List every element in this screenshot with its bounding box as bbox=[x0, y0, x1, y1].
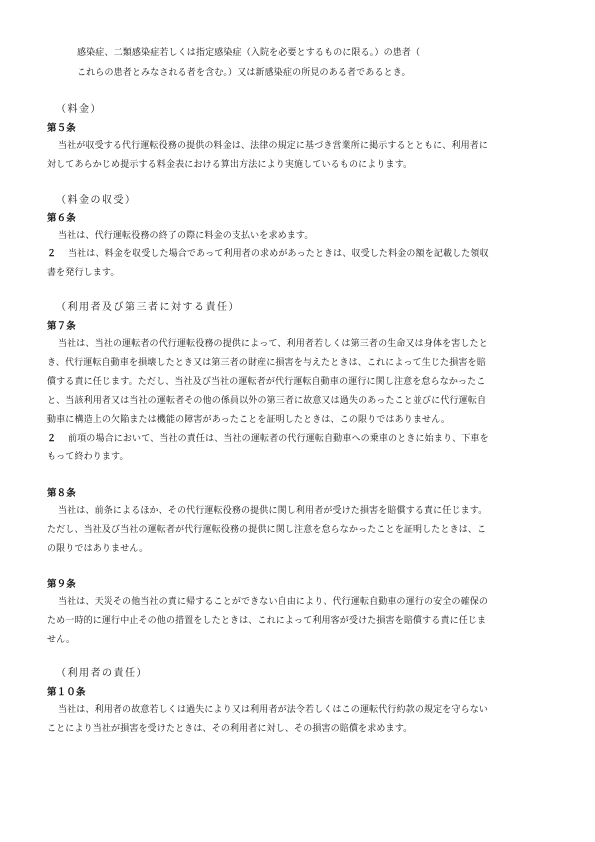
article-10-title: 第１０条 bbox=[47, 687, 86, 698]
article-9-line-2: ため一時的に運行中止その他の措置をしたときは、これによって利用客が受けた損害を賠償する責に任じま bbox=[47, 616, 487, 626]
article-10-line-2: ことにより当社が損害を受けたときは、その利用者に対し、その損害の賠償を求めます。 bbox=[47, 724, 413, 734]
article-6-para-2-number: ２ bbox=[47, 249, 57, 259]
article-8-line-1: 当社は、前条によるほか、その代行運転役務の提供に関し利用者が受けた損害を賠償する責に任じます。 bbox=[58, 506, 488, 516]
article-7-line-2: き、代行運転自動車を損壊したとき又は第三者の財産に損害を与えたときは、これによって生じた損害を賠 bbox=[47, 358, 486, 368]
article-8-line-2: ただし、当社及び当社の運転者が代行運転役務の提供に関し注意を怠らなかったことを証明したときは、こ bbox=[47, 525, 487, 535]
article-7-line-1: 当社は、当社の運転者の代行運転役務の提供によって、利用者若しくは第三者の生命又は身体を害したと bbox=[58, 339, 488, 349]
article-7-title: 第７条 bbox=[47, 321, 76, 332]
article-8-line-3: の限りではありません。 bbox=[47, 544, 149, 554]
article-9-line-3: せん。 bbox=[47, 635, 75, 645]
article-7-para-2-line-2: もって終わります。 bbox=[47, 452, 129, 462]
article-8-title: 第８条 bbox=[47, 488, 76, 499]
article-9-line-1: 当社は、天災その他当社の責に帰することができない自由により、代行運転自動車の運行の安全の確保の bbox=[58, 597, 489, 607]
article-6-para-2-line-1: 当社は、料金を収受した場合であって利用者の求めがあったときは、収受した料金の額を記載した領収 bbox=[68, 249, 489, 259]
article-7-para-2-line-1: 前項の場合において、当社の責任は、当社の運転者の代行運転自動車への乗車のときに始まり、下車を bbox=[68, 434, 489, 444]
section-heading-user-liability: （利用者の責任） bbox=[56, 668, 148, 679]
article-6-line-1: 当社は、代行運転役務の終了の際に料金の支払いを求めます。 bbox=[58, 231, 314, 241]
article-10-line-1: 当社は、利用者の故意若しくは過失により又は利用者が法令若しくはこの運転代行約款の規定を守らない bbox=[58, 705, 489, 715]
article-5-line-2: 対してあらかじめ提示する料金表における算出方法により実施しているものによります。 bbox=[47, 160, 413, 170]
article-7-line-5: 動車に構造上の欠陥または機能の障害があったことを証明したときは、この限りではありません。 bbox=[47, 415, 451, 425]
article-7-line-4: と、当該利用者又は当社の運転者その他の係員以外の第三者に故意又は過失のあったこと並びに代行運転自 bbox=[47, 396, 487, 406]
article-9-title: 第９条 bbox=[47, 579, 76, 590]
section-heading-liability-third-party: （利用者及び第三者に対する責任） bbox=[56, 302, 240, 313]
article-7-para-2-number: ２ bbox=[47, 434, 57, 444]
article-5-title: 第５条 bbox=[47, 123, 76, 134]
article-6-title: 第６条 bbox=[47, 213, 76, 224]
intro-line-2: これらの患者とみなされる者を含む。）又は新感染症の所見のある者であるとき。 bbox=[77, 68, 411, 78]
article-5-line-1: 当社が収受する代行運転役務の提供の料金は、法律の規定に基づき営業所に掲示するとともに、利用者に bbox=[58, 141, 489, 151]
article-6-para-2-line-2: 書を発行します。 bbox=[47, 268, 120, 278]
intro-line-1: 感染症、二類感染症若しくは指定感染症（入院を必要とするものに限る。）の患者（ bbox=[77, 48, 421, 58]
section-heading-fee: （料金） bbox=[56, 104, 102, 115]
section-heading-fee-collection: （料金の収受） bbox=[56, 195, 137, 206]
article-7-line-3: 償する責に任じます。ただし、当社及び当社の運転者が代行運転自動車の運行に関し注意を怠らなかったこ bbox=[47, 377, 486, 387]
